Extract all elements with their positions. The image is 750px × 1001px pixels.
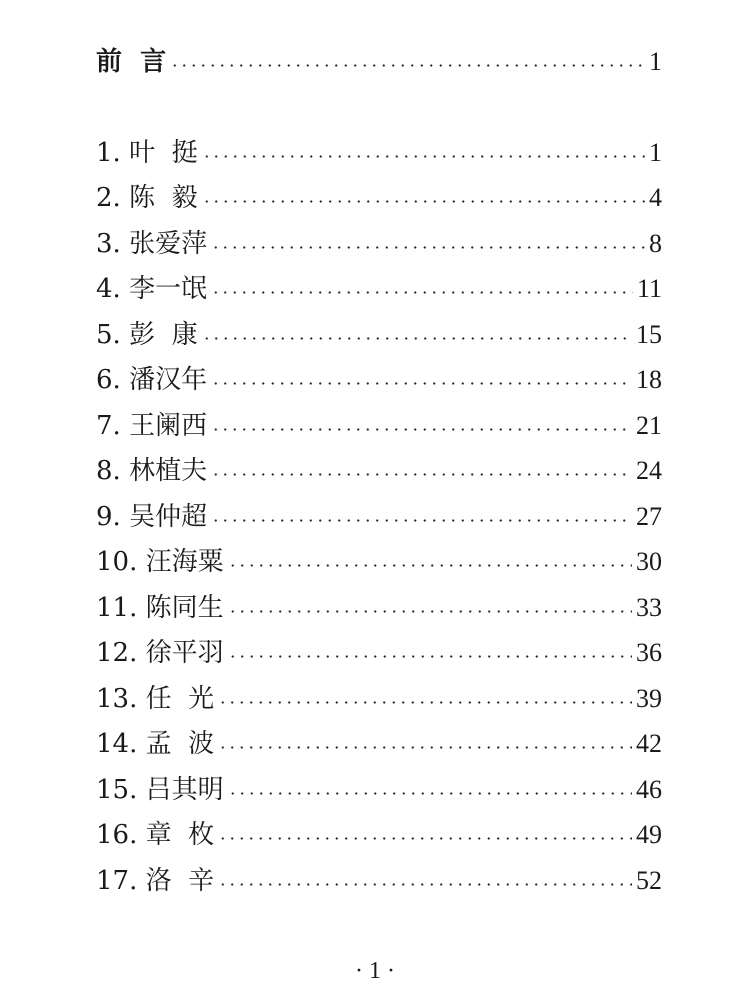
toc-entry <box>96 178 662 218</box>
toc-entry <box>96 451 662 491</box>
toc-entry-page: 27 <box>636 502 662 531</box>
toc-leader-dots <box>211 519 632 522</box>
toc-entry <box>96 133 662 173</box>
toc-entry-label: 9. 吴仲超 <box>96 502 208 532</box>
toc-leader-dots <box>228 564 632 567</box>
toc-entry-label: 17. 洛 辛 <box>96 866 215 896</box>
toc-entry <box>96 269 662 309</box>
toc-entry-page: 30 <box>636 547 662 576</box>
page-number: · 1 · <box>355 958 395 984</box>
toc-entry <box>96 633 662 673</box>
toc-entry-label: 8. 林植夫 <box>96 456 208 486</box>
toc-entry-page: 42 <box>636 729 662 758</box>
toc-entry-page: 1 <box>649 47 662 76</box>
toc-entry-label: 10. 汪海粟 <box>96 547 224 577</box>
toc-entry <box>96 861 662 901</box>
toc-entry <box>96 724 662 764</box>
toc-entry-page: 24 <box>636 456 662 485</box>
toc-entry-page: 1 <box>649 138 662 167</box>
toc-leader-dots <box>228 610 632 613</box>
toc-entry <box>96 224 662 264</box>
toc-entry <box>96 542 662 582</box>
toc-entry-label: 4. 李一氓 <box>96 274 208 304</box>
toc-leader-dots <box>211 382 632 385</box>
toc-entry-page: 33 <box>636 593 662 622</box>
toc-entry <box>96 315 662 355</box>
toc-entry-label: 5. 彭 康 <box>96 320 198 350</box>
toc-entry-page: 39 <box>636 684 662 713</box>
toc-leader-dots <box>211 473 632 476</box>
toc-entry-label: 13. 任 光 <box>96 684 215 714</box>
toc-entry-label: 7. 王阑西 <box>96 411 208 441</box>
toc-entry-label: 14. 孟 波 <box>96 729 215 759</box>
toc-entry-page: 8 <box>649 229 662 258</box>
toc-entry <box>96 679 662 719</box>
toc-entry-page: 46 <box>636 775 662 804</box>
toc-entry-label: 1. 叶 挺 <box>96 138 198 168</box>
toc-leader-dots <box>211 428 632 431</box>
toc-leader-dots <box>202 337 632 340</box>
toc-entry-page: 21 <box>636 411 662 440</box>
toc-entry-label: 2. 陈 毅 <box>96 183 198 213</box>
toc-entry <box>96 406 662 446</box>
toc-entry <box>96 360 662 400</box>
toc-entry <box>96 815 662 855</box>
toc-entry-label: 12. 徐平羽 <box>96 638 224 668</box>
toc-entry-label: 3. 张爱萍 <box>96 229 208 259</box>
toc-leader-dots <box>202 155 645 158</box>
toc-entry-page: 36 <box>636 638 662 667</box>
toc-leader-dots <box>228 655 632 658</box>
toc-leader-dots <box>218 883 632 886</box>
toc-entry-label: 6. 潘汉年 <box>96 365 208 395</box>
toc-entry-page: 18 <box>636 365 662 394</box>
toc-entry-page: 49 <box>636 820 662 849</box>
toc-leader-dots <box>170 64 645 67</box>
toc-entry-label: 前 言 <box>96 47 167 77</box>
toc-entry <box>96 588 662 628</box>
toc-entry-page: 52 <box>636 866 662 895</box>
toc-entry-label: 11. 陈同生 <box>96 593 224 623</box>
toc-leader-dots <box>218 837 632 840</box>
toc-entry-page: 15 <box>636 320 662 349</box>
toc-leader-dots <box>218 701 632 704</box>
toc-entry <box>96 770 662 810</box>
toc-leader-dots <box>202 200 645 203</box>
toc-entry-page: 11 <box>636 274 662 303</box>
toc-leader-dots <box>218 746 632 749</box>
toc-leader-dots <box>228 792 632 795</box>
toc-leader-dots <box>211 291 633 294</box>
toc-entry-label: 15. 吕其明 <box>96 775 224 805</box>
toc-leader-dots <box>211 246 645 249</box>
toc-entry-preface <box>96 42 662 82</box>
toc-entry-page: 4 <box>649 183 662 212</box>
toc-entry-label: 16. 章 枚 <box>96 820 215 850</box>
toc-entry <box>96 497 662 537</box>
